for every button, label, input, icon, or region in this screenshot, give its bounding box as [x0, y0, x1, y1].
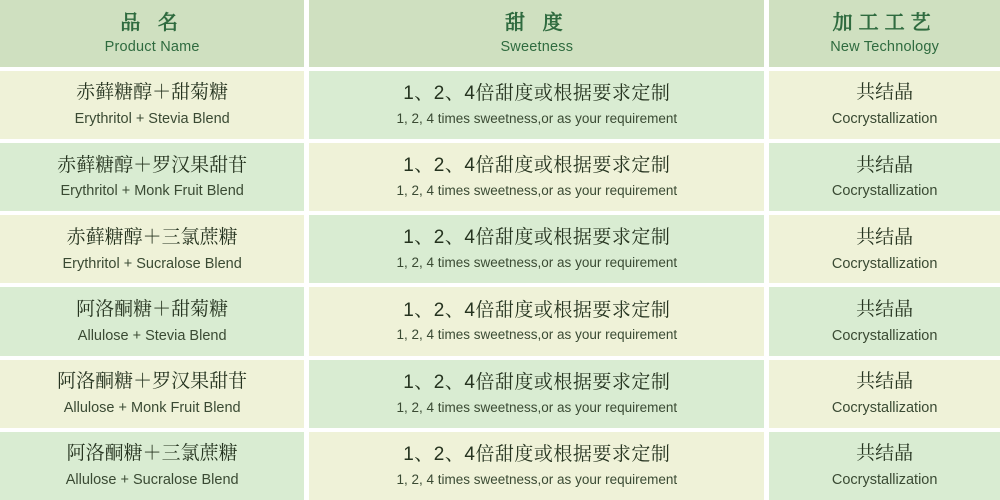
header-product-name-en: Product Name: [104, 38, 200, 55]
cell-new-technology: [769, 360, 1000, 428]
product-name-cn: 阿洛酮糖＋三氯蔗糖: [66, 443, 238, 465]
cell-product-name: [0, 215, 304, 283]
product-name-en: Allulose + Monk Fruit Blend: [63, 400, 241, 416]
new-technology-en: Cocrystallization: [831, 111, 938, 128]
cell-sweetness: [309, 287, 764, 355]
cell-sweetness: [309, 143, 764, 211]
table-row: [0, 432, 1000, 500]
sweetness-en: 1, 2, 4 times sweetness,or as your requirement: [396, 399, 678, 415]
new-technology-en: Cocrystallization: [831, 400, 938, 416]
header-cell-sweetness: [309, 0, 764, 67]
product-name-cn: 赤藓糖醇＋甜菊糖: [76, 82, 229, 104]
sweetness-cn: 1、2、4倍甜度或根据要求定制: [403, 227, 671, 249]
header-sweetness-cn: 甜 度: [505, 11, 569, 34]
header-cell-product-name: [0, 0, 304, 67]
header-cell-new-technology: [769, 0, 1000, 67]
new-technology-en: Cocrystallization: [831, 472, 938, 489]
table-row: [0, 143, 1000, 211]
sweetness-en: 1, 2, 4 times sweetness,or as your requirement: [396, 255, 678, 271]
product-name-en: Erythritol + Monk Fruit Blend: [60, 183, 244, 200]
cell-product-name: [0, 71, 304, 139]
product-name-cn: 赤藓糖醇＋罗汉果甜苷: [57, 154, 248, 176]
new-technology-cn: 共结晶: [856, 154, 914, 176]
cell-sweetness: [309, 360, 764, 428]
cell-product-name: [0, 432, 304, 500]
product-name-cn: 阿洛酮糖＋甜菊糖: [76, 299, 229, 321]
sweetness-cn: 1、2、4倍甜度或根据要求定制: [403, 155, 671, 177]
product-name-en: Erythritol + Sucralose Blend: [62, 255, 242, 272]
table-row: [0, 287, 1000, 355]
new-technology-en: Cocrystallization: [831, 255, 938, 272]
new-technology-cn: 共结晶: [856, 226, 914, 248]
new-technology-en: Cocrystallization: [831, 183, 938, 200]
cell-new-technology: [769, 432, 1000, 500]
sweetness-en: 1, 2, 4 times sweetness,or as your requirement: [396, 327, 678, 343]
product-name-en: Erythritol + Stevia Blend: [74, 111, 230, 128]
new-technology-en: Cocrystallization: [831, 327, 938, 344]
cell-new-technology: [769, 215, 1000, 283]
new-technology-cn: 共结晶: [856, 82, 914, 104]
cell-new-technology: [769, 143, 1000, 211]
cell-sweetness: [309, 432, 764, 500]
new-technology-cn: 共结晶: [856, 371, 914, 393]
cell-product-name: [0, 287, 304, 355]
sweetness-en: 1, 2, 4 times sweetness,or as your requirement: [396, 110, 678, 126]
product-name-en: Allulose + Stevia Blend: [77, 327, 227, 344]
header-product-name-cn: 品 名: [120, 11, 184, 34]
product-name-cn: 赤藓糖醇＋三氯蔗糖: [66, 226, 238, 248]
sweetness-cn: 1、2、4倍甜度或根据要求定制: [403, 371, 671, 393]
header-new-technology-cn: 加工工艺: [832, 11, 937, 34]
table-row: [0, 215, 1000, 283]
cell-sweetness: [309, 71, 764, 139]
cell-product-name: [0, 360, 304, 428]
header-new-technology-en: New Technology: [830, 38, 940, 55]
table-row: [0, 71, 1000, 139]
cell-sweetness: [309, 215, 764, 283]
sweetness-cn: 1、2、4倍甜度或根据要求定制: [403, 83, 671, 105]
cell-new-technology: [769, 71, 1000, 139]
cell-product-name: [0, 143, 304, 211]
product-name-cn: 阿洛酮糖＋罗汉果甜苷: [57, 371, 248, 393]
cell-new-technology: [769, 287, 1000, 355]
product-name-en: Allulose + Sucralose Blend: [65, 472, 239, 489]
sweetness-en: 1, 2, 4 times sweetness,or as your requirement: [396, 183, 678, 199]
header-sweetness-en: Sweetness: [500, 38, 574, 55]
sweetness-cn: 1、2、4倍甜度或根据要求定制: [403, 299, 671, 321]
new-technology-cn: 共结晶: [856, 299, 914, 321]
new-technology-cn: 共结晶: [856, 443, 914, 465]
table-header-row: [0, 0, 1000, 67]
table-row: [0, 360, 1000, 428]
sweetness-cn: 1、2、4倍甜度或根据要求定制: [403, 444, 671, 466]
sweetness-en: 1, 2, 4 times sweetness,or as your requirement: [396, 471, 678, 487]
